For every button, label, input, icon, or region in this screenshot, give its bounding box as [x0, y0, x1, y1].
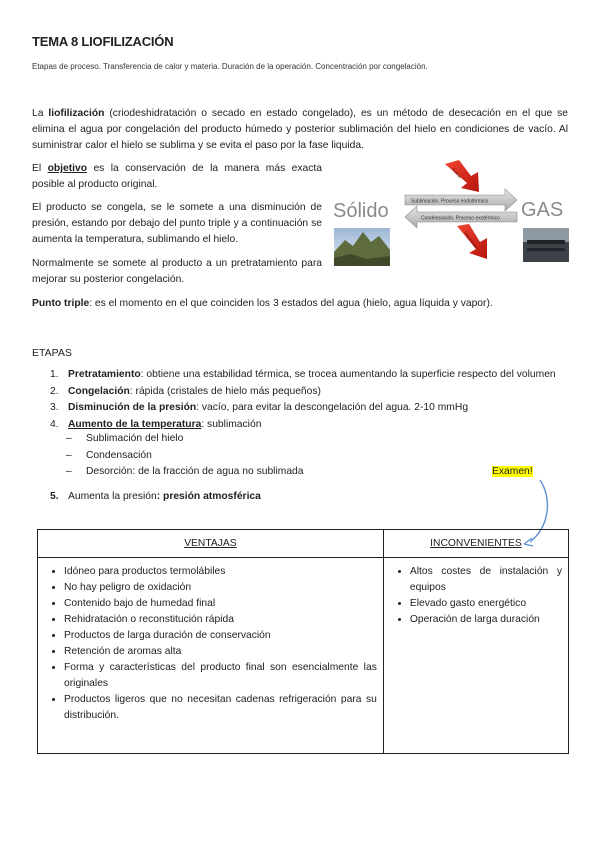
process-paragraph: El producto se congela, se le somete a una disminución de presión, estando por debajo del punto triple y a continuación se aumenta la temperatura, sublimando el hielo. — [32, 202, 322, 245]
exam-note-text: Examen! — [492, 466, 533, 477]
objective-prefix: El — [32, 163, 48, 174]
list-item: • Forma y características del producto final son esencialmente las originales — [64, 660, 377, 692]
page-title: TEMA 8 LIOFILIZACIÓN — [32, 34, 174, 49]
sublimation-diagram — [331, 160, 572, 268]
fusion-arrow-label: Fusión — [450, 166, 463, 180]
step-number: 2. — [50, 385, 59, 397]
inconvenientes-header: INCONVENIENTES — [383, 530, 568, 558]
sublimation-diagram-svg — [331, 160, 572, 268]
step-term: : presión atmosférica — [156, 491, 261, 502]
intro-text: (criodeshidratación o secado en estado congelado), es un método de desecación en el que se elimina el agua por congelación del producto húmedo y posterior sublimación del hielo en condiciones de vacío. Al suministrar calor el hielo se sublima y se evita el paso por la fase liquida. — [32, 108, 568, 151]
objective-term: objetivo — [47, 163, 88, 174]
ventajas-list — [42, 564, 377, 724]
mountain-photo — [334, 228, 390, 266]
step-number: 4. — [50, 419, 59, 431]
condensation-arrow — [405, 206, 517, 228]
substep-item: – Desorción: de la fracción de agua no sublimada — [66, 464, 304, 481]
list-item: • No hay peligro de oxidación — [64, 580, 377, 596]
condensation-arrow-label: Condensación. Proceso exotérmico — [421, 215, 500, 222]
step-number: 5. — [50, 491, 59, 502]
page-subtitle: Etapas de proceso. Transferencia de calor y materia. Duración de la operación. Concentración por congelación. — [32, 62, 428, 71]
solid-label: Sólido — [333, 200, 389, 222]
step-text: : rápida (cristales de hielo más pequeños) — [129, 385, 321, 397]
etapas-heading: ETAPAS — [32, 347, 72, 359]
step-item — [50, 400, 590, 417]
step-text: : obtiene una estabilidad térmica, se trocea aumentando la superficie respecto del volumen — [140, 369, 556, 380]
list-item: • Idóneo para productos termolábiles — [64, 564, 377, 580]
list-item: • Operación de larga duración — [410, 612, 562, 628]
substep-item: – Condensación — [66, 448, 304, 465]
list-item: • Altos costes de instalación y equipos — [410, 564, 562, 596]
step-5 — [50, 491, 261, 502]
list-item: • Retención de aromas alta — [64, 644, 377, 660]
deposition-arrow — [457, 224, 487, 259]
sublimation-arrow — [405, 189, 517, 211]
ventajas-header: VENTAJAS — [38, 530, 384, 558]
step-text: : vacío, para evitar la descongelación del agua. 2-10 mmHg — [196, 402, 469, 414]
objective-text: es la conservación de la manera más exacta posible al producto original. — [32, 163, 322, 190]
ventajas-cell — [38, 558, 384, 754]
pros-cons-table — [37, 529, 569, 754]
triple-point-term: Punto triple — [32, 298, 90, 309]
sublimation-arrow-label: Sublimación. Proceso endotérmico — [411, 198, 489, 205]
step-number: 3. — [50, 402, 59, 414]
list-item: • Productos de larga duración de conservación — [64, 628, 377, 644]
step-term: Aumento de la temperatura — [68, 419, 202, 431]
inconvenientes-list — [388, 564, 562, 628]
step-number: 1. — [50, 369, 59, 380]
substeps-list — [66, 431, 304, 481]
list-item: • Rehidratación o reconstitución rápida — [64, 612, 377, 628]
pretreat-paragraph: Normalmente se somete al producto a un pretratamiento para mejorar su posterior congelación. — [32, 258, 322, 285]
steps-list — [50, 367, 590, 434]
step-item — [50, 384, 590, 401]
deposition-arrow-label: Deposición — [463, 230, 479, 250]
step-term: Congelación — [68, 385, 130, 397]
step-term: Disminución de la presión — [68, 402, 197, 414]
step-item — [50, 367, 590, 384]
fusion-arrow — [445, 160, 479, 192]
triple-point-text: : es el momento en el que coinciden los 3 estados del agua (hielo, agua líquida y vapor). — [89, 298, 493, 309]
objective-paragraph — [32, 161, 322, 193]
exam-note — [492, 466, 533, 477]
step-term: Pretratamiento — [68, 369, 141, 380]
substep-item: – Sublimación del hielo — [66, 431, 304, 448]
list-item: • Contenido bajo de humedad final — [64, 596, 377, 612]
triple-point-paragraph — [32, 296, 568, 312]
gas-label: GAS — [521, 199, 564, 221]
inconvenientes-cell — [383, 558, 568, 754]
step-text: Aumenta la presión — [68, 491, 157, 502]
step-text: : sublimación — [201, 419, 262, 431]
intro-prefix: La — [32, 108, 49, 119]
intro-paragraph — [32, 106, 568, 154]
list-item: • Elevado gasto energético — [410, 596, 562, 612]
list-item: • Productos ligeros que no necesitan cadenas refrigeración para su distribución. — [64, 692, 377, 724]
steam-photo — [523, 228, 569, 262]
intro-term: liofilización — [48, 108, 105, 119]
